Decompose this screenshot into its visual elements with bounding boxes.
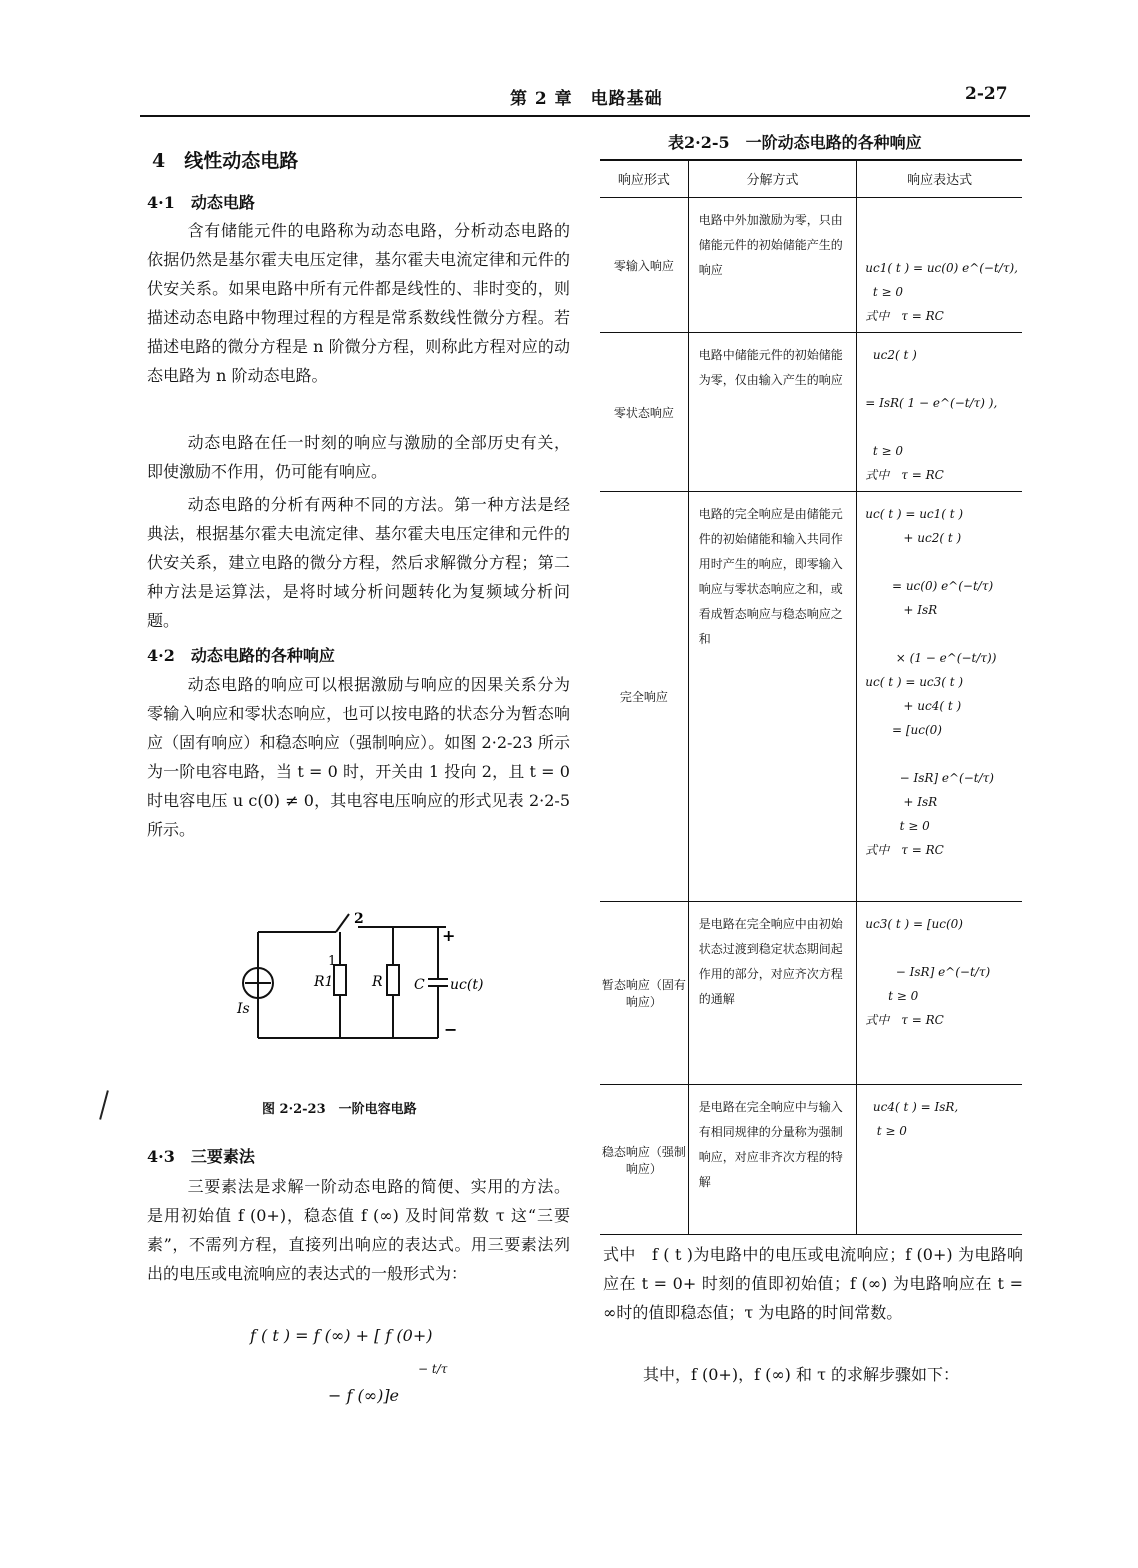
margin-mark [99, 1090, 109, 1119]
circuit-diagram [228, 905, 498, 1045]
row-expr: uc1( t ) = uc(0) e^(−t/τ), t ≥ 0 式中 τ = RC [865, 261, 1018, 323]
table-row [600, 902, 1022, 1085]
formula-line-1: f ( t ) = f (∞) + [ f (0+) [250, 1326, 433, 1345]
table-row [600, 492, 1022, 902]
paragraph-three-elements [147, 1172, 570, 1288]
header-expr: 响应表达式 [857, 159, 1022, 198]
chapter-header: 第 2 章 电路基础 [510, 89, 663, 109]
paragraph-text: 动态电路的响应可以根据激励与响应的因果关系分为零输入响应和零状态响应，也可以按电路的状态分为暂态响应（固有响应）和稳态响应（强制响应）。如图 2·2-23 所示为一阶电容电路，当 t = 0 时，开关由 1 投向 2，且 t = 0 时电容电压 u c(0) ≠ 0，其电容电压响应的形式见表 2·2-5 所示。 [147, 675, 570, 839]
paragraph-text: 三要素法是求解一阶动态电路的简便、实用的方法。是用初始值 f (0+)，稳态值 f (∞) 及时间常数 τ 这“三要素”，不需列方程，直接列出响应的表达式。用三要素法列出的电压或电流响应的表达式的一般形式为： [147, 1177, 570, 1283]
table-notes: 式中 f ( t )为电路中的电压或电流响应；f (0+) 为电路响应在 t = 0+ 时刻的值即初始值；f (∞) 为电路响应在 t = ∞时的值即稳态值；τ 为电路的时间常数。 [603, 1245, 1023, 1322]
section-title: 4 线性动态电路 [152, 150, 299, 172]
table-title: 表2·2-5 一阶动态电路的各种响应 [668, 133, 922, 152]
paragraph-dynamic-circuit [147, 216, 570, 390]
label-r: R [372, 974, 383, 990]
subsection-title-4-3: 4·3 三要素法 [147, 1147, 255, 1166]
row-decomp: 电路的完全响应是由储能元件的初始储能和输入共同作用时产生的响应，即零输入响应与零状态响应之和，或看成暂态响应与稳态响应之和 [698, 507, 843, 646]
header-rule [140, 115, 1030, 117]
label-minus: − [444, 1020, 458, 1039]
paragraph-responses [147, 670, 570, 844]
table-row [600, 198, 1022, 333]
row-form: 暂态响应（固有响应） [600, 902, 688, 1085]
header-decomp: 分解方式 [688, 159, 857, 198]
row-expr: uc4( t ) = IsR, t ≥ 0 [872, 1100, 959, 1138]
table-row [600, 1085, 1022, 1235]
label-r1: R1 [314, 974, 334, 990]
label-uc: uc(t) [450, 977, 484, 993]
header-form: 响应形式 [600, 159, 688, 198]
paragraph-text: 其中，f (0+)，f (∞) 和 τ 的求解步骤如下： [643, 1365, 960, 1384]
row-form: 零状态响应 [600, 333, 688, 492]
row-expr: uc2( t ) = IsR( 1 − e^(−t/τ) ), t ≥ 0 式中 τ = RC [865, 348, 998, 482]
figure-caption: 图 2·2-23 一阶电容电路 [262, 1102, 417, 1117]
paragraph-history [147, 428, 570, 486]
formula-exponent: − t/τ [418, 1362, 448, 1376]
paragraph-text: 动态电路的分析有两种不同的方法。第一种方法是经典法，根据基尔霍夫电流定律、基尔霍夫电压定律和元件的伏安关系，建立电路的微分方程，然后求解微分方程；第二种方法是运算法，是将时域分析问题转化为复频域分析问题。 [147, 495, 570, 630]
subsection-title-4-1: 4·1 动态电路 [147, 193, 255, 212]
table-row [600, 333, 1022, 492]
formula-line-2: − f (∞)]e [328, 1386, 400, 1405]
subsection-title-4-2: 4·2 动态电路的各种响应 [147, 646, 335, 665]
row-form: 完全响应 [600, 492, 688, 902]
response-table [600, 159, 1022, 1235]
row-decomp: 电路中外加激励为零，只由储能元件的初始储能产生的响应 [698, 213, 843, 277]
row-decomp: 是电路在完全响应中由初始状态过渡到稳定状态期间起作用的部分，对应齐次方程的通解 [698, 917, 843, 1006]
label-plus: + [442, 926, 456, 945]
row-form: 稳态响应（强制响应） [600, 1085, 688, 1235]
steps-intro [603, 1360, 1023, 1389]
table-header-row [600, 159, 1022, 198]
paragraph-methods [147, 490, 570, 635]
row-decomp: 电路中储能元件的初始储能为零，仅由输入产生的响应 [698, 348, 843, 387]
row-decomp: 是电路在完全响应中与输入有相同规律的分量称为强制响应，对应非齐次方程的特解 [698, 1100, 843, 1189]
paragraph-text: 含有储能元件的电路称为动态电路，分析动态电路的依据仍然是基尔霍夫电压定律，基尔霍夫电流定律和元件的伏安关系。如果电路中所有元件都是线性的、非时变的，则描述动态电路中物理过程的方程是常系数线性微分方程。若描述电路的微分方程是 n 阶微分方程，则称此方程对应的动态电路为 n 阶动态电路。 [147, 221, 570, 385]
label-switch-1: 1 [328, 954, 337, 969]
label-switch-2: 2 [354, 911, 364, 927]
row-expr: uc3( t ) = [uc(0) − IsR] e^(−t/τ) t ≥ 0 式中 τ = RC [865, 917, 991, 1027]
label-is: Is [237, 1001, 250, 1017]
row-expr: uc( t ) = uc1( t ) + uc2( t ) = uc(0) e^(−t/τ) + IsR × (1 − e^(−t/τ)) uc( t ) = uc3( t ) + uc4( t ) = [uc(0) − IsR] e^(−t/τ) + IsR t ≥ 0 式中 τ = RC [865, 507, 997, 857]
label-c: C [414, 977, 425, 993]
row-form: 零输入响应 [600, 198, 688, 333]
paragraph-text: 动态电路在任一时刻的响应与激励的全部历史有关，即使激励不作用，仍可能有响应。 [147, 433, 570, 481]
page-number: 2-27 [965, 84, 1008, 104]
